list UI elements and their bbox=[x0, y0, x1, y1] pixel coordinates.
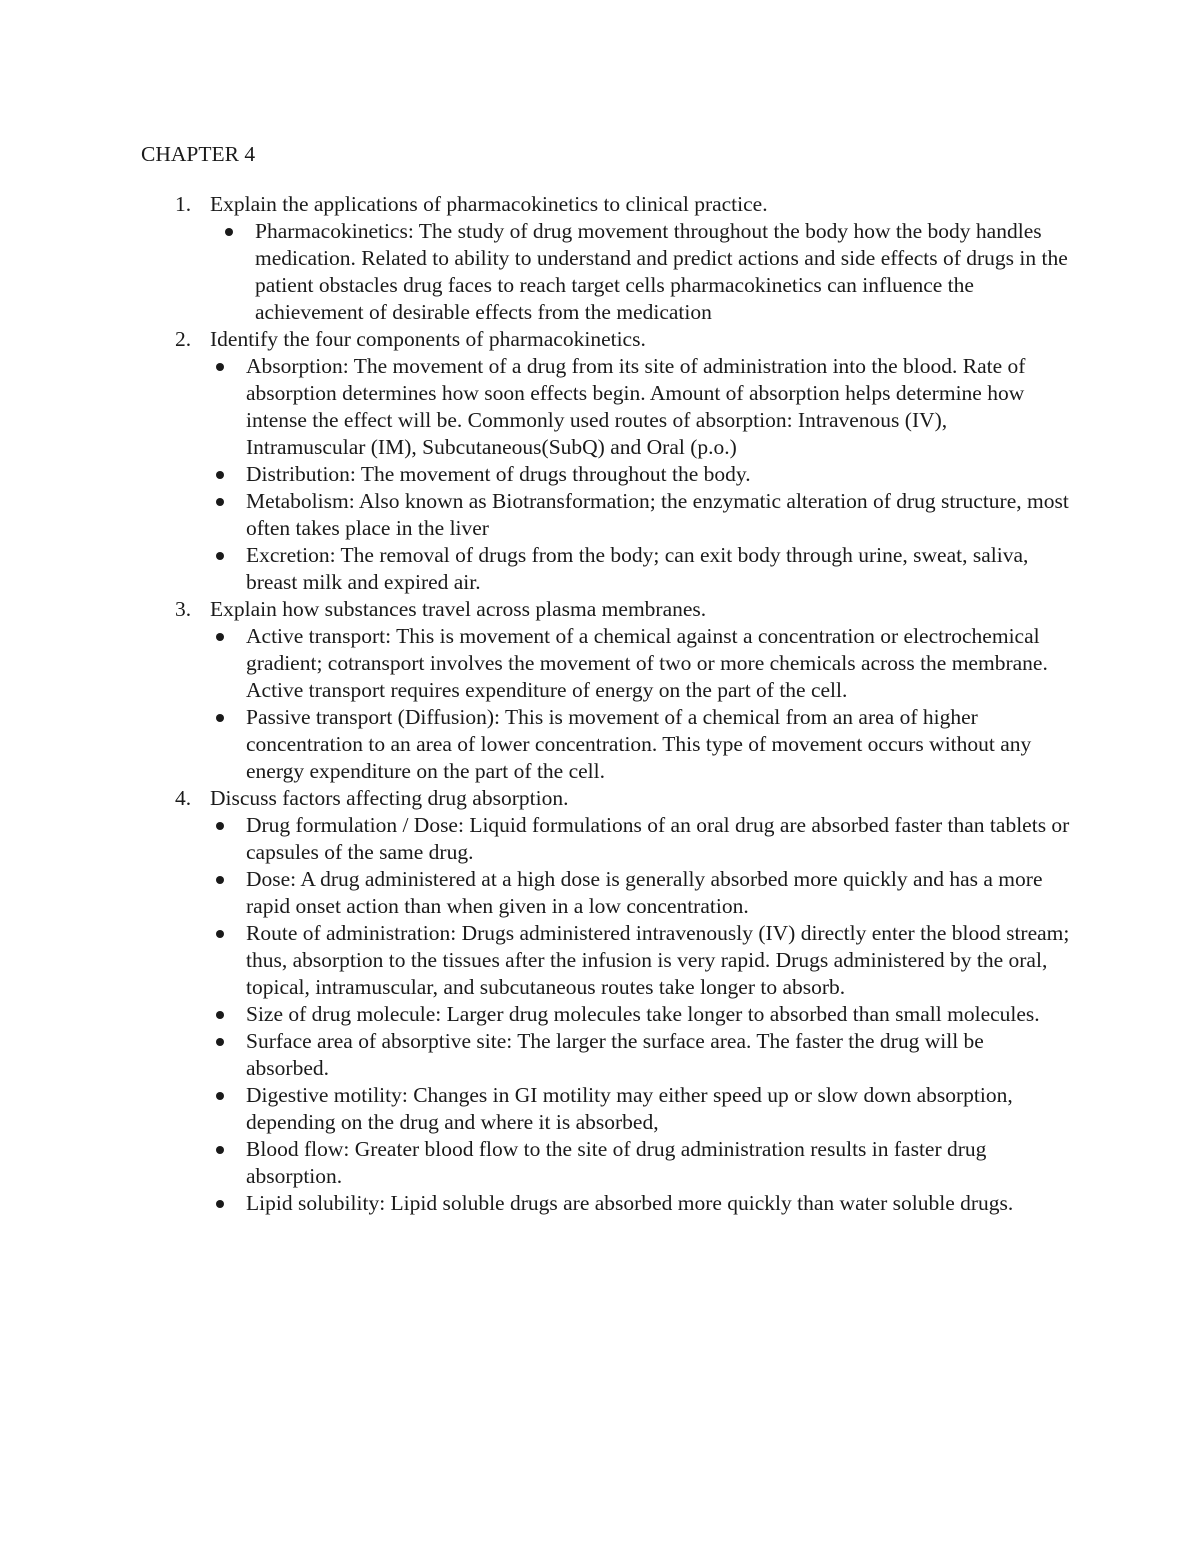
answer-item bbox=[210, 488, 1070, 542]
question-number: 2. bbox=[175, 327, 192, 351]
bullet-icon bbox=[216, 714, 224, 722]
answer-item bbox=[210, 920, 1070, 1001]
chapter-title: CHAPTER 4 bbox=[141, 142, 256, 166]
answer-item bbox=[210, 1190, 1070, 1217]
bullet-icon bbox=[216, 930, 224, 938]
answer-text: Excretion: The removal of drugs from the body; can exit body through urine, sweat, saliva, breast milk and expired air. bbox=[246, 543, 1029, 594]
question-number: 1. bbox=[175, 192, 192, 216]
question-text: Explain how substances travel across plasma membranes. bbox=[210, 597, 707, 621]
answer-list bbox=[210, 623, 1070, 785]
answer-list bbox=[210, 353, 1070, 596]
bullet-icon bbox=[216, 498, 224, 506]
bullet-icon bbox=[216, 822, 224, 830]
answer-list bbox=[210, 812, 1070, 1217]
answer-text: Distribution: The movement of drugs throughout the body. bbox=[246, 462, 751, 486]
answer-item bbox=[210, 1028, 1070, 1082]
answer-text: Size of drug molecule: Larger drug molecules take longer to absorbed than small molecules. bbox=[246, 1002, 1040, 1026]
bullet-icon bbox=[216, 471, 224, 479]
answer-text: Blood flow: Greater blood flow to the site of drug administration results in faster drug absorption. bbox=[246, 1137, 987, 1188]
answer-text: Metabolism: Also known as Biotransformation; the enzymatic alteration of drug structure, most often takes place in the liver bbox=[246, 489, 1069, 540]
answer-text: Surface area of absorptive site: The larger the surface area. The faster the drug will be absorbed. bbox=[246, 1029, 984, 1080]
question-number: 4. bbox=[175, 786, 192, 810]
bullet-icon bbox=[216, 633, 224, 641]
answer-item bbox=[210, 542, 1070, 596]
answer-text: Dose: A drug administered at a high dose is generally absorbed more quickly and has a more rapid onset action than when given in a low concentration. bbox=[246, 867, 1043, 918]
answer-text: Pharmacokinetics: The study of drug movement throughout the body how the body handles medication. Related to ability to understand and predict actions and side effects of drugs in the patient obstacles drug faces to reach target cells pharmacokinetics can influence the achievement of desirable effects from the medication bbox=[255, 219, 1068, 324]
bullet-icon bbox=[216, 1200, 224, 1208]
bullet-icon bbox=[216, 876, 224, 884]
answer-item bbox=[210, 353, 1070, 461]
answer-item bbox=[210, 1001, 1070, 1028]
question-number: 3. bbox=[175, 597, 192, 621]
bullet-icon bbox=[216, 1038, 224, 1046]
bullet-icon bbox=[216, 1092, 224, 1100]
question-text: Explain the applications of pharmacokinetics to clinical practice. bbox=[210, 192, 768, 216]
answer-text: Digestive motility: Changes in GI motility may either speed up or slow down absorption, depending on the drug and where it is absorbed, bbox=[246, 1083, 1013, 1134]
answer-item bbox=[210, 461, 1070, 488]
answer-list bbox=[210, 218, 1070, 326]
answer-text: Drug formulation / Dose: Liquid formulations of an oral drug are absorbed faster than tablets or capsules of the same drug. bbox=[246, 813, 1070, 864]
question-item bbox=[0, 326, 1070, 596]
answer-item bbox=[210, 866, 1070, 920]
bullet-icon bbox=[216, 1011, 224, 1019]
question-text: Identify the four components of pharmacokinetics. bbox=[210, 327, 646, 351]
bullet-icon bbox=[216, 363, 224, 371]
answer-text: Route of administration: Drugs administered intravenously (IV) directly enter the blood stream; thus, absorption to the tissues after the infusion is very rapid. Drugs administered by the oral, topical, intramuscular, and subcutaneous routes take longer to absorb. bbox=[246, 921, 1070, 999]
bullet-icon bbox=[216, 1146, 224, 1154]
answer-item bbox=[210, 704, 1070, 785]
answer-item bbox=[210, 623, 1070, 704]
answer-item bbox=[210, 218, 1070, 326]
question-item bbox=[0, 191, 1070, 326]
answer-item bbox=[210, 812, 1070, 866]
question-item bbox=[0, 596, 1070, 785]
answer-text: Lipid solubility: Lipid soluble drugs are absorbed more quickly than water soluble drugs. bbox=[246, 1191, 1014, 1215]
question-text: Discuss factors affecting drug absorption. bbox=[210, 786, 569, 810]
answer-text: Absorption: The movement of a drug from its site of administration into the blood. Rate of absorption determines how soon effects begin. Amount of absorption helps determine how intense the effect will be. Commonly used routes of absorption: Intravenous (IV), Intramuscular (IM), Subcutaneous(SubQ) and Oral (p.o.) bbox=[246, 354, 1026, 459]
bullet-icon bbox=[225, 228, 233, 236]
answer-text: Active transport: This is movement of a chemical against a concentration or electrochemical gradient; cotransport involves the movement of two or more chemicals across the membrane. Active transport requires expenditure of energy on the part of the cell. bbox=[246, 624, 1048, 702]
question-list bbox=[0, 191, 1200, 1217]
bullet-icon bbox=[216, 552, 224, 560]
question-item bbox=[0, 785, 1070, 1217]
answer-item bbox=[210, 1082, 1070, 1136]
answer-item bbox=[210, 1136, 1070, 1190]
answer-text: Passive transport (Diffusion): This is movement of a chemical from an area of higher concentration to an area of lower concentration. This type of movement occurs without any energy expenditure on the part of the cell. bbox=[246, 705, 1032, 783]
